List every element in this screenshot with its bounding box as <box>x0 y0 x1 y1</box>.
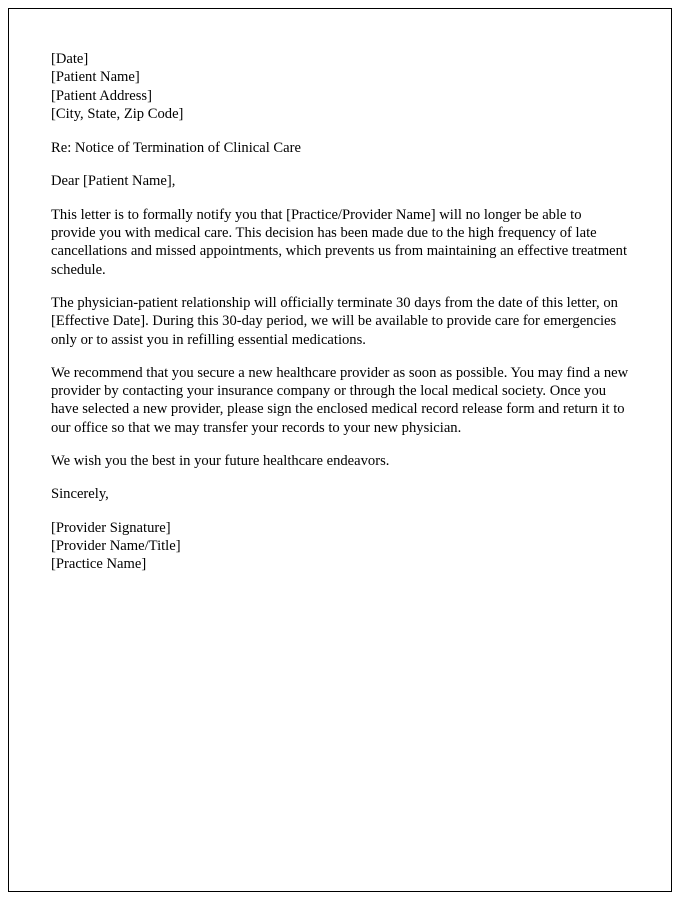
signature-block <box>51 519 629 574</box>
provider-name-title-placeholder: [Provider Name/Title] <box>51 537 181 554</box>
letter-page <box>8 8 672 892</box>
patient-name-placeholder: [Patient Name] <box>51 69 140 86</box>
body-paragraph-4: We wish you the best in your future healthcare endeavors. <box>51 453 390 470</box>
subject-line: Re: Notice of Termination of Clinical Care <box>51 140 301 157</box>
letter-content <box>9 9 671 574</box>
salutation: Dear [Patient Name], <box>51 173 176 190</box>
practice-name-placeholder: [Practice Name] <box>51 556 147 573</box>
body-paragraph-3: We recommend that you secure a new healthcare provider as soon as possible. You may find a new provider by contacting your insurance company or through the local medical society. Once you have selected a new provider, please sign the enclosed medical record release form and return it to our office so that we may transfer your records to your new physician. <box>51 364 629 436</box>
body-paragraph-2: The physician-patient relationship will officially terminate 30 days from the date of this letter, on [Effective Date]. During this 30-day period, we will be available to provide care for emergencies only or to assist you in refilling essential medications. <box>51 294 618 348</box>
closing: Sincerely, <box>51 486 109 503</box>
city-state-zip-placeholder: [City, State, Zip Code] <box>51 105 184 122</box>
body-paragraph-1: This letter is to formally notify you that [Practice/Provider Name] will no longer be able to provide you with medical care. This decision has been made due to the high frequency of late cancellations and missed appointments, which prevents us from maintaining an effective treatment schedule. <box>51 206 628 278</box>
letter-header-block <box>51 50 629 123</box>
date-placeholder: [Date] <box>51 51 89 67</box>
provider-signature-placeholder: [Provider Signature] <box>51 519 171 536</box>
patient-address-placeholder: [Patient Address] <box>51 87 152 104</box>
